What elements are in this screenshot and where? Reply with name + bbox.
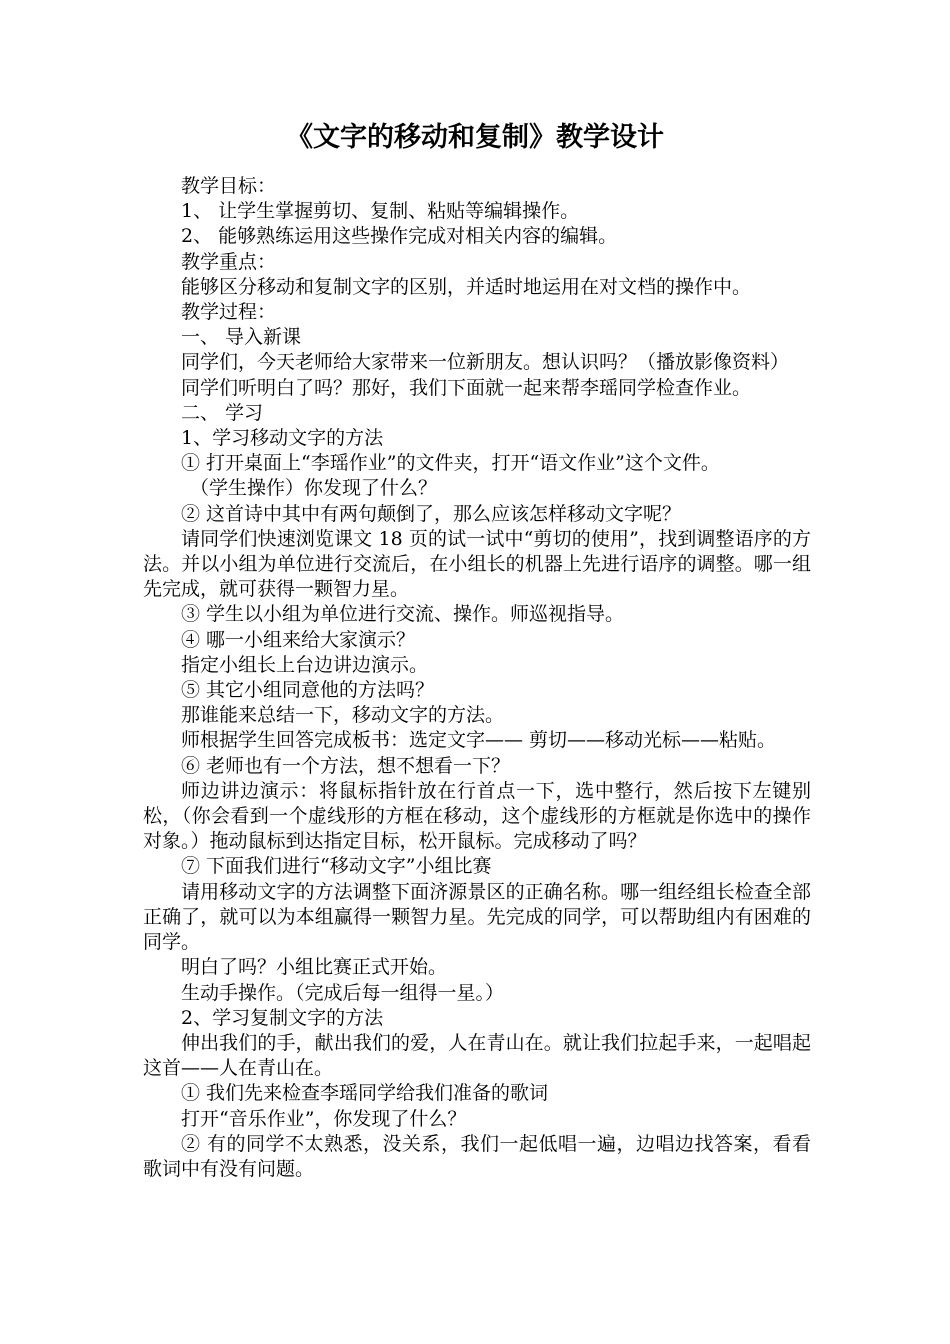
- paragraph: 教学过程：: [181, 301, 277, 324]
- document-body: [143, 174, 811, 1182]
- paragraph: 1、 让学生掌握剪切、复制、粘贴等编辑操作。: [181, 200, 580, 223]
- paragraph: 二、 学习: [181, 401, 264, 424]
- document-title: 《文字的移动和复制》教学设计: [286, 122, 664, 153]
- paragraph: 那谁能来总结一下，移动文字的方法。: [181, 704, 505, 727]
- paragraph: ① 我们先来检查李瑶同学给我们准备的歌词: [181, 1082, 549, 1105]
- paragraph: 打开“音乐作业”，你发现了什么？: [181, 1107, 467, 1130]
- paragraph: 伸出我们的手，献出我们的爱，人在青山在。就让我们拉起手来，一起唱起这首——人在青山在。: [143, 1031, 811, 1080]
- paragraph: 2、 能够熟练运用这些操作完成对相关内容的编辑。: [181, 225, 618, 248]
- paragraph: 同学们，今天老师给大家带来一位新朋友。想认识吗？（播放影像资料）: [181, 351, 790, 374]
- paragraph: 指定小组长上台边讲边演示。: [181, 653, 429, 676]
- paragraph: 1、学习移动文字的方法: [181, 427, 384, 450]
- paragraph: ⑤ 其它小组同意他的方法吗？: [181, 679, 435, 702]
- paragraph: ① 打开桌面上“李瑶作业”的文件夹，打开“语文作业”这个文件。: [181, 452, 720, 475]
- paragraph: 同学们听明白了吗？那好，我们下面就一起来帮李瑶同学检查作业。: [181, 376, 752, 399]
- paragraph: 请用移动文字的方法调整下面济源景区的正确名称。哪一组经组长检查全部正确了，就可以为本组赢得一颗智力星。先完成的同学，可以帮助组内有困难的同学。: [143, 880, 811, 954]
- paragraph: 请同学们快速浏览课文 18 页的试一试中“剪切的使用”，找到调整语序的方法。并以小组为单位进行交流后，在小组长的机器上先进行语序的调整。哪一组先完成，就可获得一颗智力星。: [143, 527, 811, 601]
- paragraph: 2、学习复制文字的方法: [181, 1006, 384, 1029]
- paragraph: 生动手操作。（完成后每一组得一星。）: [181, 981, 505, 1004]
- paragraph: （学生操作）你发现了什么？: [190, 477, 438, 500]
- paragraph: 一、 导入新课: [181, 326, 302, 349]
- paragraph: 明白了吗？小组比赛正式开始。: [181, 956, 448, 979]
- paragraph: ② 有的同学不太熟悉，没关系，我们一起低唱一遍，边唱边找答案，看看歌词中有没有问题。: [143, 1132, 811, 1180]
- paragraph: 教学重点：: [181, 250, 277, 273]
- paragraph: ③ 学生以小组为单位进行交流、操作。师巡视指导。: [181, 603, 625, 626]
- paragraph: 能够区分移动和复制文字的区别，并适时地运用在对文档的操作中。: [181, 275, 752, 298]
- paragraph: 师边讲边演示：将鼠标指针放在行首点一下，选中整行，然后按下左键别松，（你会看到一个虚线形的方框在移动，这个虚线形的方框就是你选中的操作对象。）拖动鼠标到达指定目标，松开鼠标。完成移动了吗？: [143, 779, 811, 853]
- paragraph: 师根据学生回答完成板书：选定文字—— 剪切——移动光标——粘贴。: [181, 729, 777, 752]
- paragraph: 教学目标：: [181, 175, 277, 197]
- paragraph: ④ 哪一小组来给大家演示？: [181, 628, 416, 651]
- paragraph: ② 这首诗中其中有两句颠倒了，那么应该怎样移动文字呢？: [181, 502, 682, 525]
- paragraph: ⑦ 下面我们进行“移动文字”小组比赛: [181, 855, 492, 878]
- paragraph: ⑥ 老师也有一个方法，想不想看一下？: [181, 754, 511, 777]
